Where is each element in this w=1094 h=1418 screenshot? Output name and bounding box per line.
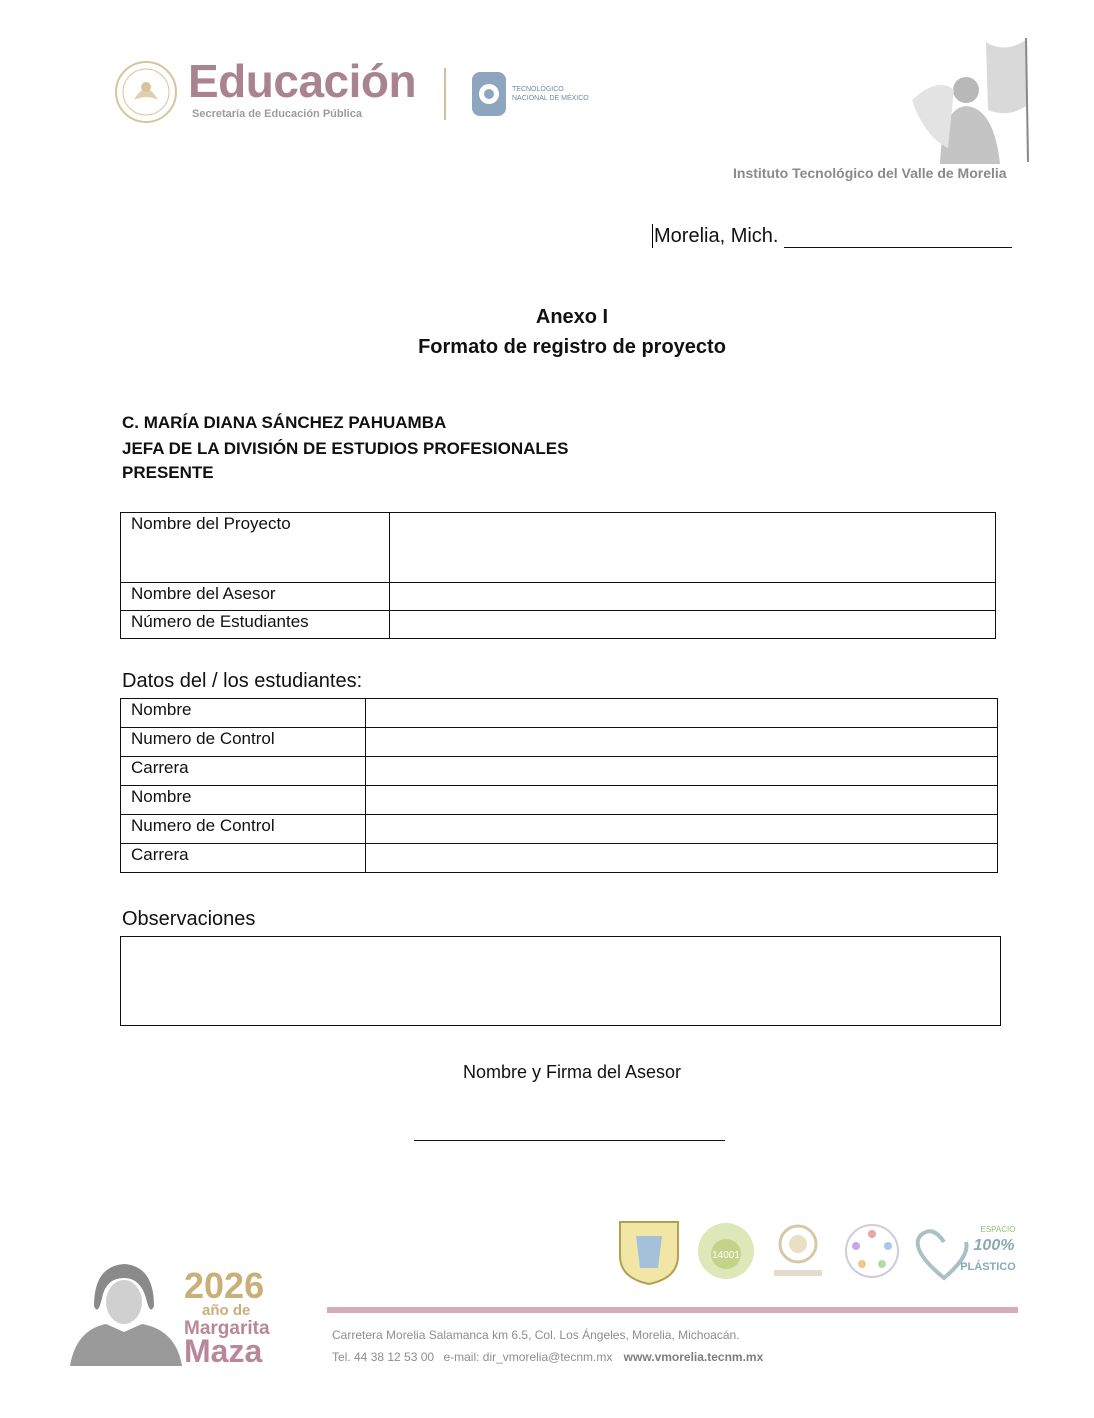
plastic-free-badge-icon xyxy=(918,1225,1017,1278)
honoree-last-name: Maza xyxy=(184,1333,263,1369)
certification-badges xyxy=(614,1216,1024,1286)
tecnm-line-1: TECNOLÓGICO xyxy=(512,86,564,93)
student-1-name-field[interactable] xyxy=(366,699,998,728)
student-2-control-field[interactable] xyxy=(366,815,998,844)
tecnm-line-2: NACIONAL DE MÉXICO xyxy=(512,95,589,102)
footer-address: Carretera Morelia Salamanca km 6.5, Col. Los Ángeles, Morelia, Michoacán. xyxy=(332,1328,740,1342)
footer-contact xyxy=(332,1350,763,1364)
date-blank-field[interactable] xyxy=(784,228,1012,248)
student-2-career-label: Carrera xyxy=(121,844,366,873)
footer-divider-bar xyxy=(327,1307,1018,1313)
text-cursor xyxy=(652,224,653,248)
tecnm-gear-icon xyxy=(470,68,508,120)
student-count-field[interactable] xyxy=(390,611,996,639)
form-title: Formato de registro de proyecto xyxy=(418,336,726,358)
plastic-badge-bottom-text: PLÁSTICO xyxy=(960,1261,1016,1273)
certification-seal-icon xyxy=(774,1226,822,1276)
table-row xyxy=(121,728,998,757)
student-2-career-field[interactable] xyxy=(366,844,998,873)
advisor-name-label: Nombre del Asesor xyxy=(121,583,390,611)
year-number: 2026 xyxy=(184,1265,265,1306)
table-row xyxy=(121,815,998,844)
footer-phone: Tel. 44 38 12 53 00 xyxy=(332,1350,435,1364)
addressee-position: JEFA DE LA DIVISIÓN DE ESTUDIOS PROFESIONALES xyxy=(122,439,569,458)
student-2-control-label: Numero de Control xyxy=(121,815,366,844)
table-row xyxy=(121,611,996,639)
project-name-label: Nombre del Proyecto xyxy=(121,513,390,583)
margarita-maza-portrait-icon xyxy=(66,1258,184,1366)
observations-field[interactable] xyxy=(120,936,1001,1026)
observations-heading: Observaciones xyxy=(122,908,256,930)
annex-title: Anexo I xyxy=(535,306,609,328)
heroine-flag-illustration xyxy=(908,36,1034,164)
project-table xyxy=(120,512,996,639)
table-row xyxy=(121,583,996,611)
table-row xyxy=(121,786,998,815)
institution-crest-icon xyxy=(620,1222,678,1284)
student-count-label: Número de Estudiantes xyxy=(121,611,390,639)
place-date-line xyxy=(652,224,1012,248)
iso-14001-badge-icon xyxy=(698,1223,754,1279)
students-table xyxy=(120,698,998,873)
education-logo-subtitle: Secretaría de Educación Pública xyxy=(192,108,362,120)
students-heading: Datos del / los estudiantes: xyxy=(122,670,363,692)
footer-website-link[interactable]: www.vmorelia.tecnm.mx xyxy=(623,1350,764,1364)
year-of-text: año de xyxy=(202,1302,251,1319)
project-name-field[interactable] xyxy=(390,513,996,583)
plastic-badge-percent-text: 100% xyxy=(973,1237,1015,1254)
table-row xyxy=(121,844,998,873)
honoree-first-name: Margarita xyxy=(184,1318,270,1339)
addressee-name: C. MARÍA DIANA SÁNCHEZ PAHUAMBA xyxy=(122,413,447,432)
mexico-seal-icon xyxy=(114,60,178,124)
plastic-badge-top-text: ESPACIO xyxy=(980,1225,1016,1234)
institute-name: Instituto Tecnológico del Valle de Morelia xyxy=(733,165,1007,181)
tecnm-logo-text xyxy=(512,85,589,103)
network-people-icon xyxy=(846,1225,898,1277)
signature-line[interactable] xyxy=(414,1140,725,1141)
place-label: Morelia, Mich. xyxy=(654,225,779,247)
education-logo-title: Educación xyxy=(188,55,417,107)
student-1-career-field[interactable] xyxy=(366,757,998,786)
student-1-control-field[interactable] xyxy=(366,728,998,757)
student-1-control-label: Numero de Control xyxy=(121,728,366,757)
student-1-career-label: Carrera xyxy=(121,757,366,786)
addressee-greeting: PRESENTE xyxy=(122,463,214,482)
table-row xyxy=(121,699,998,728)
signature-label: Nombre y Firma del Asesor xyxy=(462,1062,682,1082)
footer-email[interactable]: e-mail: dir_vmorelia@tecnm.mx xyxy=(443,1350,613,1364)
table-row xyxy=(121,757,998,786)
student-1-name-label: Nombre xyxy=(121,699,366,728)
advisor-name-field[interactable] xyxy=(390,583,996,611)
logo-divider xyxy=(444,68,446,120)
student-2-name-label: Nombre xyxy=(121,786,366,815)
iso-badge-text: 14001 xyxy=(712,1250,740,1261)
student-2-name-field[interactable] xyxy=(366,786,998,815)
table-row xyxy=(121,513,996,583)
